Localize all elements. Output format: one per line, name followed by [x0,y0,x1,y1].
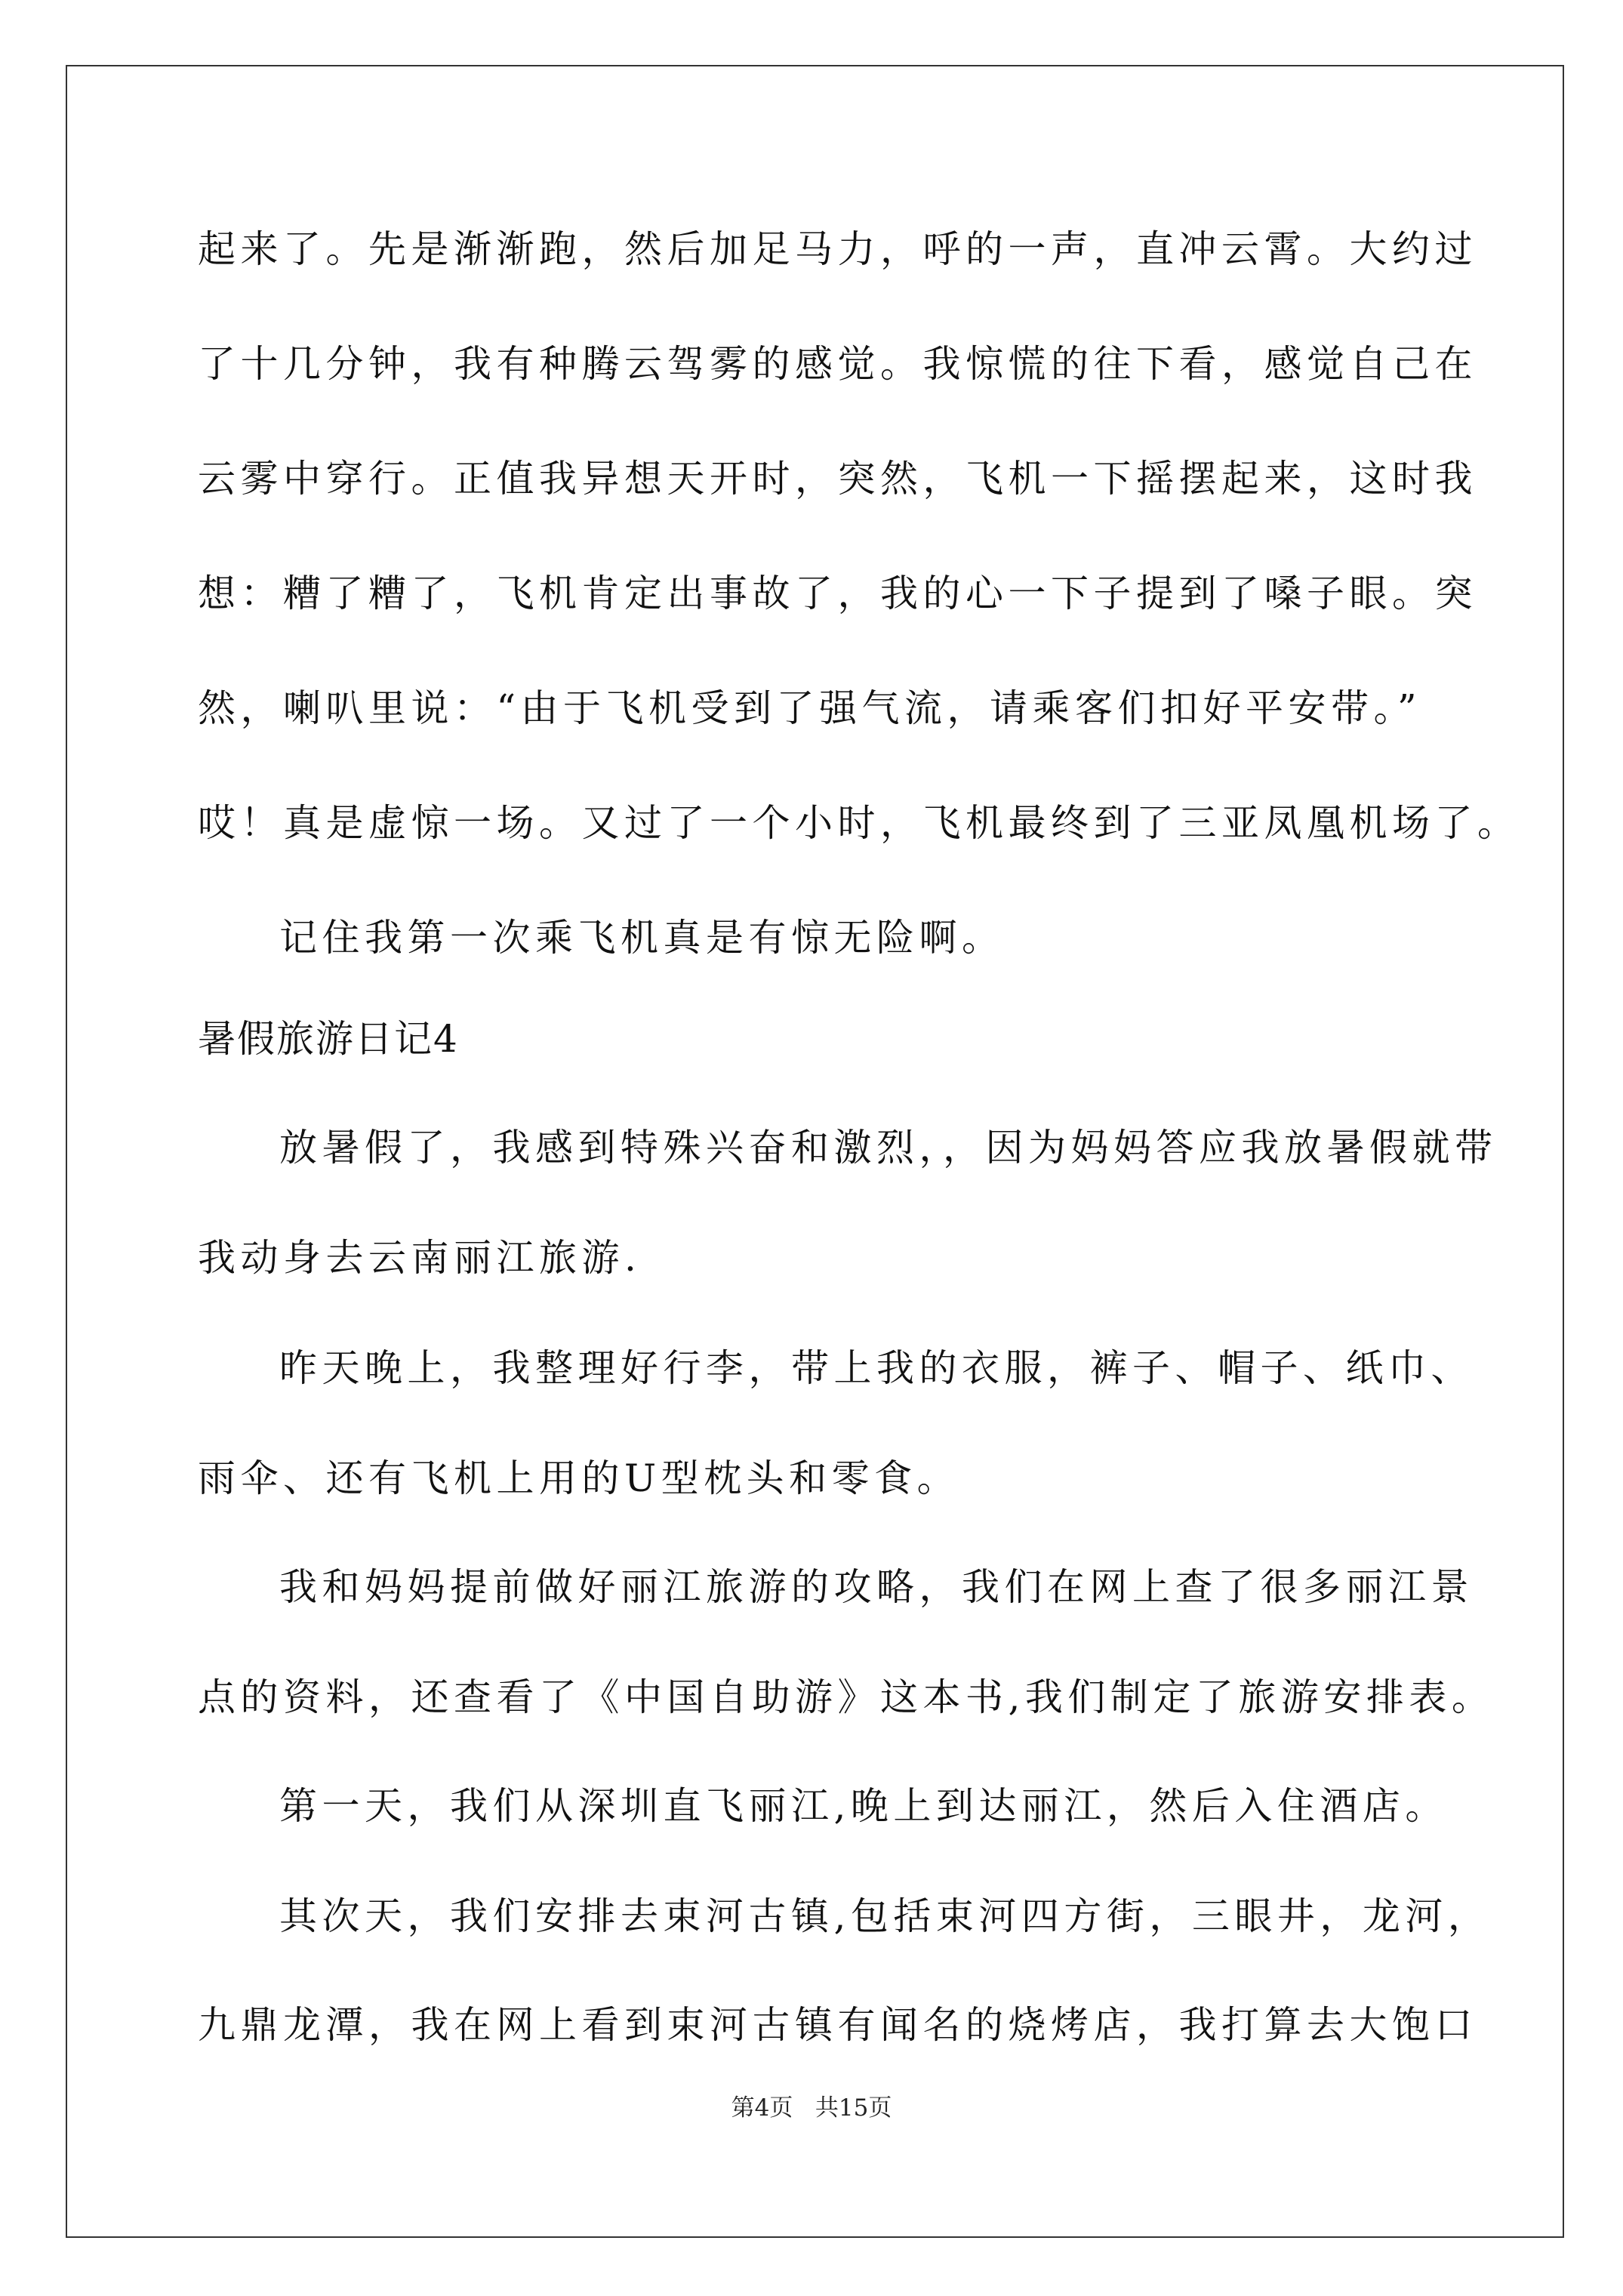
text-line: 第一天，我们从深圳直飞丽江,晚上到达丽江，然后入住酒店。 [279,1784,1448,1828]
section-heading: 暑假旅游日记4 [198,1017,459,1061]
text-line: 起来了。先是渐渐跑，然后加足马力，呼的一声，直冲云霄。大约过 [198,227,1477,271]
text-line: 了十几分钟，我有种腾云驾雾的感觉。我惊慌的往下看，感觉自己在 [198,342,1477,386]
text-line: 云雾中穿行。正值我异想天开时，突然，飞机一下摇摆起来，这时我 [198,457,1477,501]
text-line: 其次天，我们安排去束河古镇,包括束河四方街，三眼井，龙河， [279,1894,1491,1938]
text-line: 我和妈妈提前做好丽江旅游的攻略，我们在网上查了很多丽江景 [279,1565,1474,1609]
text-line: 记住我第一次乘飞机真是有惊无险啊。 [279,916,1005,960]
text-line: 想：糟了糟了，飞机肯定出事故了，我的心一下子提到了嗓子眼。突 [198,572,1477,615]
text-line: 然，喇叭里说：“由于飞机受到了强气流，请乘客们扣好平安带。” [198,686,1422,730]
text-line: 点的资料，还查看了《中国自助游》这本书,我们制定了旅游安排表。 [198,1675,1495,1719]
text-line: 我动身去云南丽江旅游. [198,1236,642,1280]
text-line: 昨天晚上，我整理好行李，带上我的衣服，裤子、帽子、纸巾、 [279,1346,1474,1390]
text-line: 哎！真是虚惊一场。又过了一个小时，飞机最终到了三亚凤凰机场了。 [198,801,1520,845]
text-line: 放暑假了，我感到特殊兴奋和激烈，，因为妈妈答应我放暑假就带 [279,1126,1498,1170]
text-line: 雨伞、还有飞机上用的U型枕头和零食。 [198,1456,960,1500]
page-number-footer: 第4页 共15页 [731,2094,892,2122]
text-line: 九鼎龙潭，我在网上看到束河古镇有闻名的烧烤店，我打算去大饱口 [198,2003,1477,2047]
